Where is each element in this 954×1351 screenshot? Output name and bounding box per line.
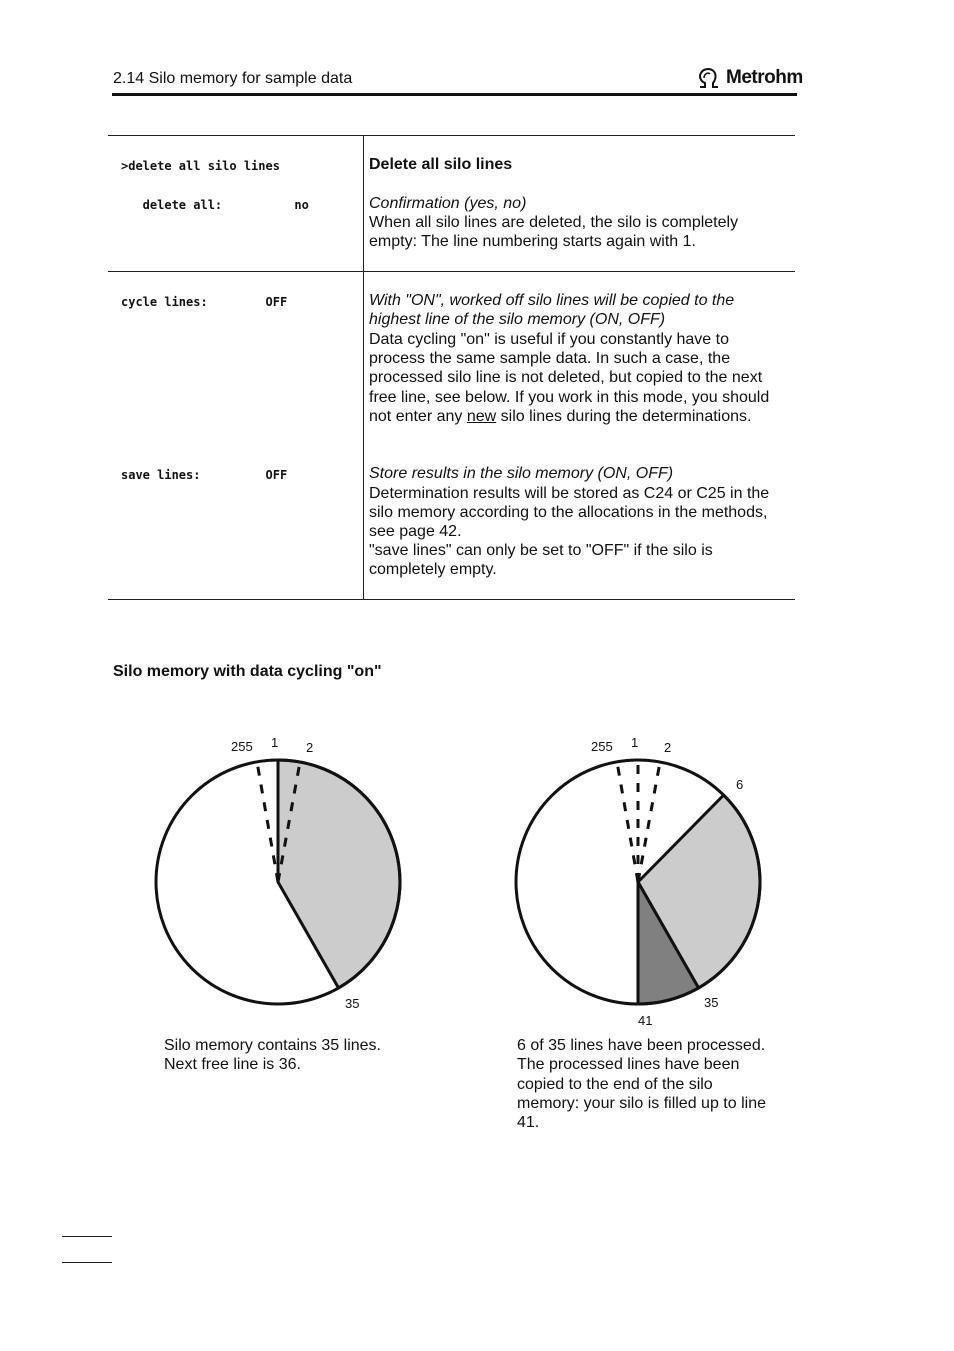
row-body: When all silo lines are deleted, the silo is completely empty: The line numbering starts again with 1. [369, 214, 739, 251]
pie-label: 2 [306, 740, 314, 755]
display-line-delete-all: delete all: no [121, 198, 309, 212]
silo-pie-diagram-right [500, 725, 790, 1035]
pie-label: 1 [271, 735, 279, 750]
pie-dashed-boundary [617, 762, 638, 882]
row-subtitle: Store results in the silo memory (ON, OFF) [369, 465, 674, 482]
display-line-delete-all-silo-lines: >delete all silo lines [121, 159, 280, 173]
row-body-text: Data cycling "on" is useful if you constantly have to process the same sample data. In such a case, the processed silo line is not deleted, but copied to the next free line, see below. If you work in this mode, you should not enter any [369, 331, 770, 425]
header-rule [112, 93, 797, 96]
left-diagram-caption [164, 1036, 381, 1075]
caption-line: copied to the end of the silo [517, 1075, 713, 1093]
caption-line: Next free line is 36. [164, 1056, 301, 1074]
caption-line: Silo memory contains 35 lines. [164, 1037, 381, 1054]
footer-rule [62, 1262, 112, 1263]
caption-line: 6 of 35 lines have been processed. [517, 1037, 766, 1054]
pie-label: 35 [345, 996, 360, 1011]
metrohm-logo [696, 66, 803, 90]
logo-text: Metrohm [726, 67, 803, 88]
footer-rule [62, 1236, 112, 1237]
table-column-divider [363, 135, 364, 600]
table-row-rule [108, 271, 795, 272]
right-diagram-caption [517, 1036, 766, 1132]
row-subtitle: With "ON", worked off silo lines will be copied to the highest line of the silo memory (ON, OFF) [369, 292, 735, 329]
caption-line: memory: your silo is filled up to line [517, 1094, 766, 1112]
row-body: Determination results will be stored as C24 or C25 in the silo memory according to the allocations in the methods, see page 42. [369, 485, 770, 541]
pie-filled-segment [278, 760, 400, 988]
pie-label: 41 [638, 1013, 653, 1028]
table-top-rule [108, 135, 795, 136]
table-bottom-rule [108, 599, 795, 600]
row-title: Delete all silo lines [369, 156, 513, 173]
caption-line: 41. [517, 1114, 540, 1132]
pie-label: 255 [591, 739, 613, 754]
pie-label: 6 [736, 777, 744, 792]
silo-pie-diagram-left [140, 725, 430, 1025]
pie-dashed-boundary [257, 762, 278, 882]
display-line-cycle-lines: cycle lines: OFF [121, 295, 288, 309]
row-body-2: "save lines" can only be set to "OFF" if the silo is completely empty. [369, 542, 713, 579]
pie-label: 1 [631, 735, 639, 750]
row-body [369, 330, 789, 426]
caption-line: The processed lines have been [517, 1056, 740, 1074]
pie-label: 2 [664, 740, 672, 755]
omega-icon [696, 67, 722, 89]
row-body-underlined: new [466, 407, 497, 425]
pie-label: 35 [704, 995, 719, 1010]
pie-label: 255 [231, 739, 253, 754]
diagram-title: Silo memory with data cycling "on" [113, 663, 382, 680]
row-body-text-end: silo lines during the determinations. [496, 407, 752, 425]
display-line-save-lines: save lines: OFF [121, 468, 288, 482]
row-subtitle: Confirmation (yes, no) [369, 195, 527, 212]
section-title: 2.14 Silo memory for sample data [113, 70, 353, 87]
